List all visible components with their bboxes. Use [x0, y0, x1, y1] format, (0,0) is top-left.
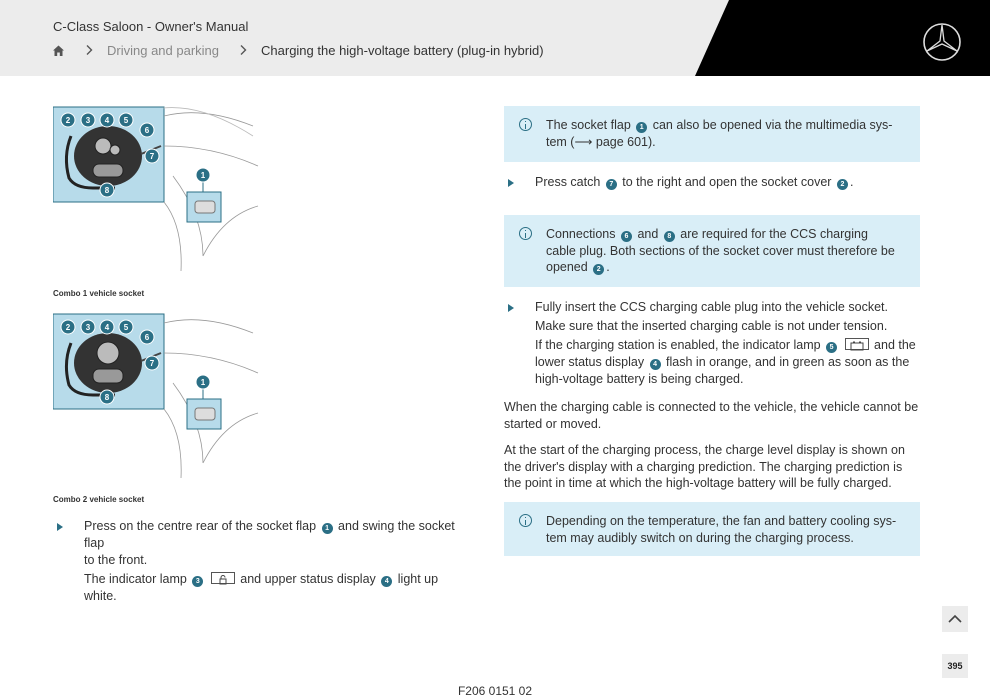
- step-text: If the charging station is enabled, the indicator lamp: [535, 338, 821, 352]
- step-text: Press on the centre rear of the socket flap: [84, 519, 317, 533]
- step-insert-plug: [508, 299, 920, 388]
- step-text: Make sure that the inserted charging cable is not under tension.: [535, 319, 888, 333]
- step-arrow-icon: [57, 523, 63, 531]
- figure1-caption: Combo 1 vehicle socket: [53, 289, 145, 298]
- info-icon: [519, 514, 532, 527]
- figure2-caption: Combo 2 vehicle socket: [53, 495, 145, 504]
- info-text: Connections: [546, 227, 616, 241]
- step-text: flash in orange, and in green as soon as the: [666, 355, 910, 369]
- step-text: Press catch: [535, 175, 601, 189]
- info-text: and: [637, 227, 659, 241]
- step-text: light up white.: [84, 572, 439, 603]
- chevron-up-icon: [942, 606, 968, 632]
- badge-2: 2: [593, 264, 604, 275]
- combo2-socket-illustration: [53, 313, 263, 483]
- info-box-ccs-connections: [504, 215, 920, 287]
- info-text: can also be opened via the multimedia sys-: [652, 118, 893, 132]
- info-box-multimedia: [504, 106, 920, 162]
- step-text: The indicator lamp: [84, 572, 187, 586]
- step-text: lower status display: [535, 355, 645, 369]
- badge-6: 6: [621, 231, 632, 242]
- callout-1: 1: [200, 378, 206, 387]
- info-text: The socket flap: [546, 118, 631, 132]
- chevron-right-icon: [237, 44, 249, 56]
- badge-5: 5: [826, 342, 837, 353]
- callout-5: 5: [123, 323, 129, 332]
- combo1-socket-illustration: [53, 106, 263, 276]
- chevron-right-icon: [83, 44, 95, 56]
- step-text: .: [849, 175, 854, 189]
- callout-6: 6: [144, 333, 150, 342]
- badge-4: 4: [381, 576, 392, 587]
- callout-6: 6: [144, 126, 150, 135]
- breadcrumb-current-page: Charging the high-voltage battery (plug-in hybrid): [261, 42, 544, 58]
- breadcrumb-driving-and-parking[interactable]: Driving and parking: [107, 42, 220, 58]
- badge-8: 8: [664, 231, 675, 242]
- home-icon[interactable]: [52, 44, 65, 57]
- step-arrow-icon: [508, 179, 514, 187]
- badge-1: 1: [322, 523, 333, 534]
- callout-7: 7: [149, 359, 155, 368]
- callout-4: 4: [104, 116, 110, 125]
- paragraph-vehicle-cannot-start: When the charging cable is connected to the vehicle, the vehicle cannot be started or moved.: [504, 400, 919, 431]
- info-text: tem may audibly switch on during the charging process.: [546, 530, 854, 545]
- step-text: and swing the socket flap: [84, 519, 455, 550]
- mercedes-star-logo[interactable]: [922, 22, 962, 62]
- info-icon: [519, 118, 532, 131]
- document-title: C-Class Saloon - Owner's Manual: [53, 19, 249, 34]
- paragraph-charging-prediction: At the start of the charging process, the charge level display is shown on the driver's display with a charging prediction. The charging prediction is the point in time at which the high-voltage battery will be fully charged.: [504, 443, 905, 490]
- step-arrow-icon: [508, 304, 514, 312]
- badge-7: 7: [606, 179, 617, 190]
- callout-7: 7: [149, 152, 155, 161]
- info-icon: [519, 227, 532, 240]
- step-text: Fully insert the CCS charging cable plug into the vehicle socket.: [535, 300, 888, 314]
- step-press-catch: [508, 174, 920, 191]
- header-bar: [0, 0, 990, 76]
- step-text: to the right and open the socket cover: [622, 175, 832, 189]
- info-text: are required for the CCS charging: [680, 227, 868, 241]
- page-reference-link[interactable]: tem (⟶ page 601).: [546, 134, 656, 149]
- badge-1: 1: [636, 122, 647, 133]
- callout-5: 5: [123, 116, 129, 125]
- step-text: and the: [874, 338, 916, 352]
- info-text: opened: [546, 260, 588, 274]
- info-text: .: [606, 260, 610, 274]
- scroll-to-top-button[interactable]: [942, 606, 968, 632]
- info-text: Depending on the temperature, the fan and battery cooling sys-: [546, 514, 897, 528]
- callout-2: 2: [65, 116, 71, 125]
- callout-8: 8: [104, 393, 110, 402]
- callout-1: 1: [200, 171, 206, 180]
- callout-3: 3: [85, 323, 91, 332]
- badge-3: 3: [192, 576, 203, 587]
- callout-2: 2: [65, 323, 71, 332]
- badge-2: 2: [837, 179, 848, 190]
- page-number[interactable]: 395: [942, 654, 968, 678]
- callout-3: 3: [85, 116, 91, 125]
- breadcrumb: [52, 42, 544, 58]
- info-box-fan-cooling: [504, 502, 920, 556]
- footer-code: F206 0151 02: [457, 684, 533, 698]
- battery-indicator-lamp-icon: [845, 338, 869, 350]
- badge-4: 4: [650, 359, 661, 370]
- step-text: and upper status display: [240, 572, 376, 586]
- info-text: cable plug. Both sections of the socket cover must therefore be: [546, 243, 895, 258]
- step-text: to the front.: [84, 553, 148, 567]
- callout-8: 8: [104, 186, 110, 195]
- lock-indicator-lamp-icon: [211, 572, 235, 584]
- step-open-socket-flap: [57, 518, 467, 605]
- callout-4: 4: [104, 323, 110, 332]
- step-text: high-voltage battery is being charged.: [535, 372, 744, 386]
